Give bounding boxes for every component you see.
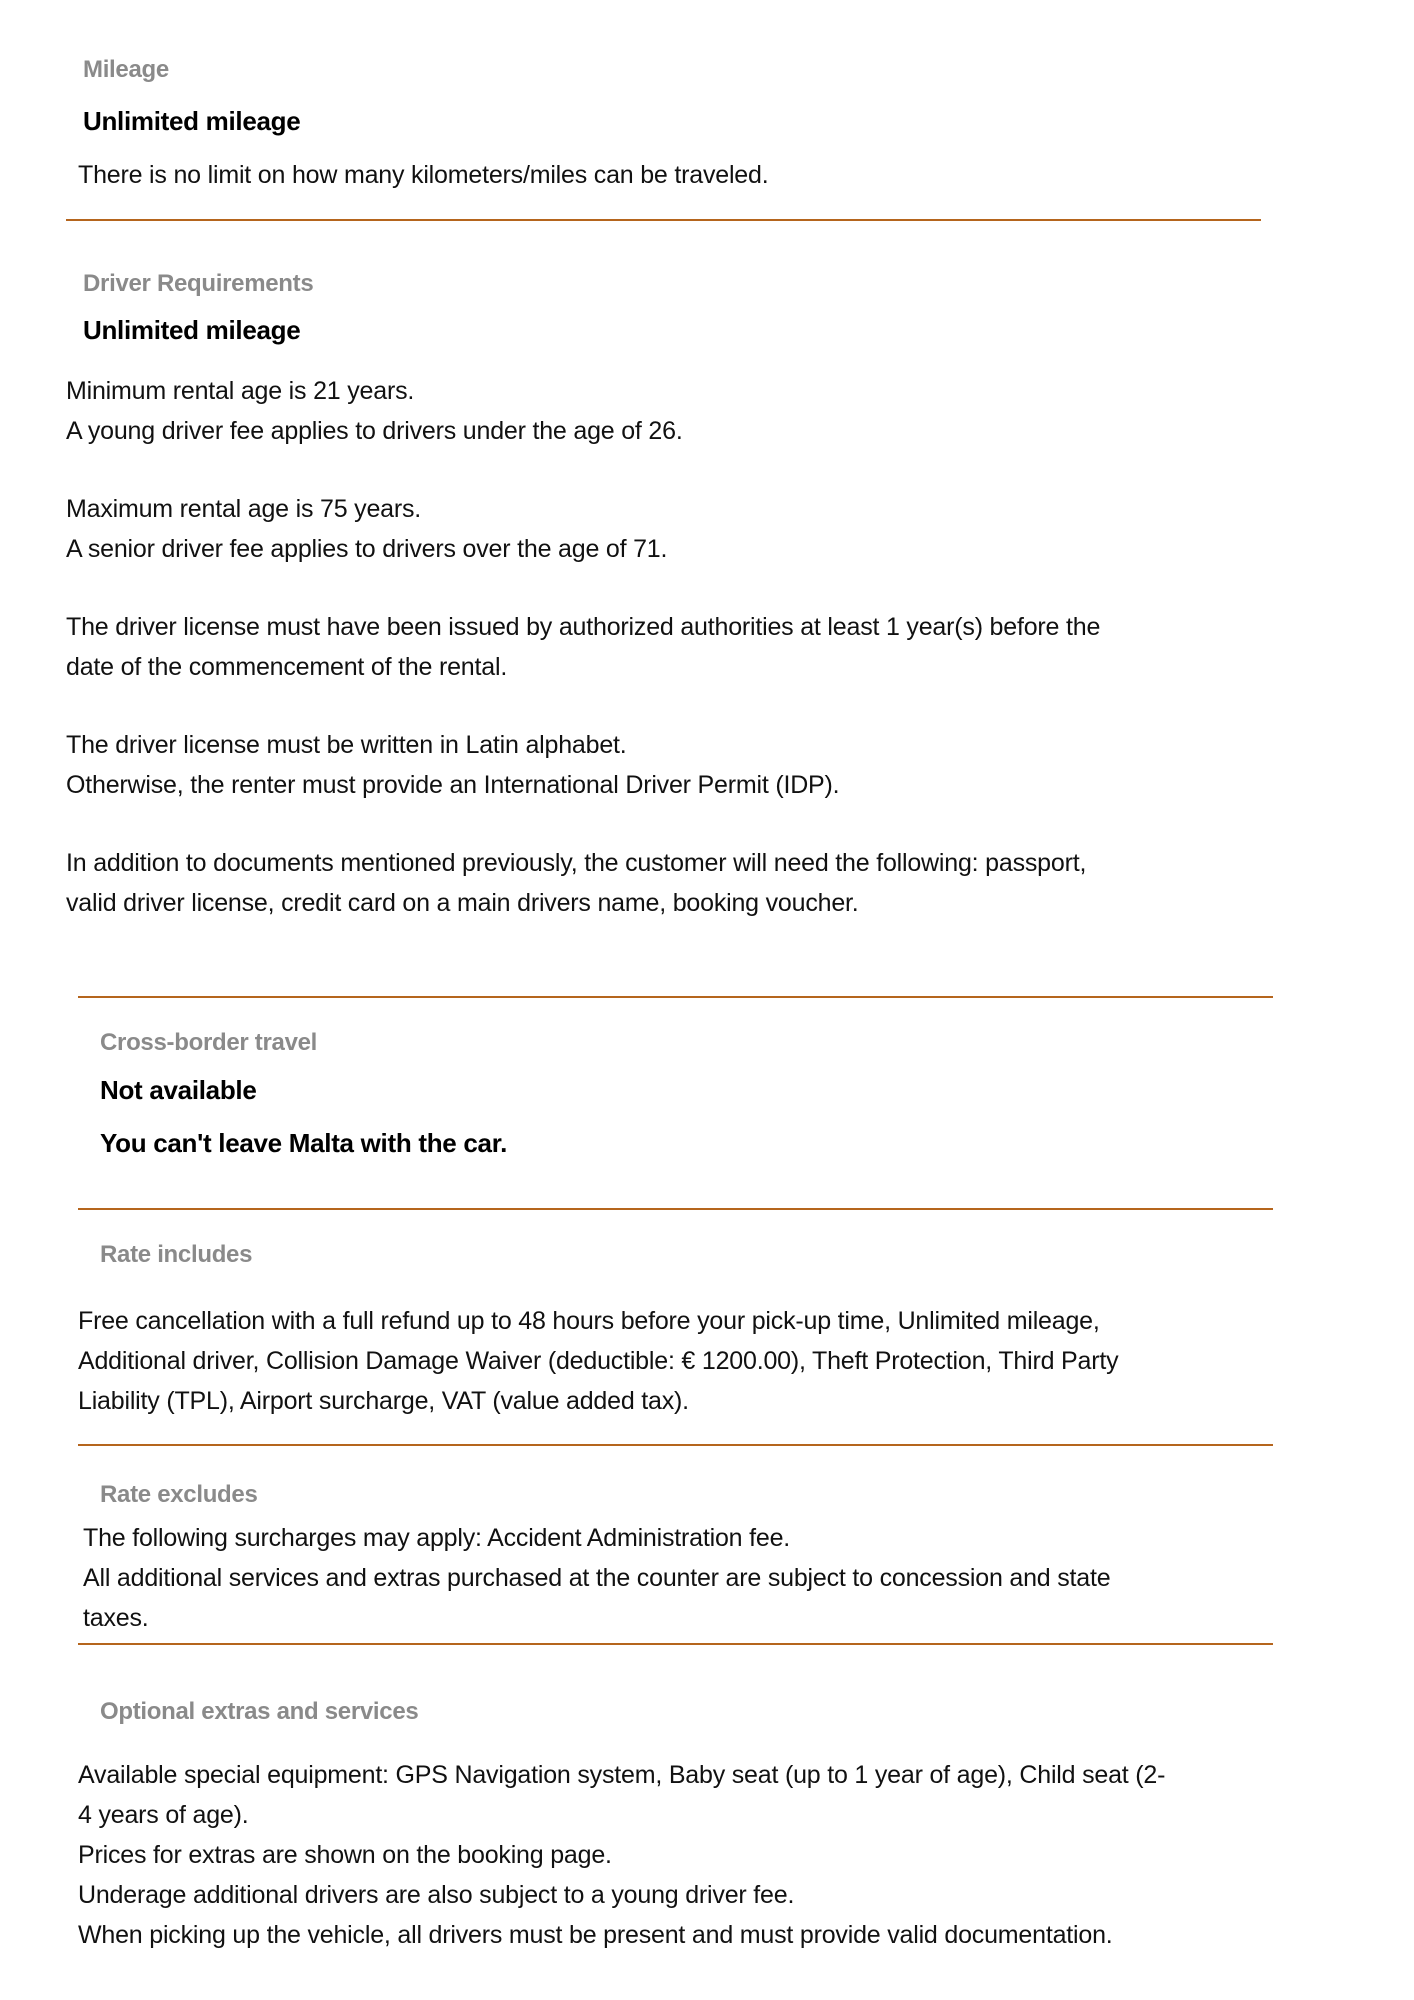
- paragraph-line: Free cancellation with a full refund up to 48 hours before your pick-up time, Unlimited mileage,: [78, 1307, 1100, 1335]
- min-age-paragraph: [66, 371, 1100, 451]
- paragraph-line: Available special equipment: GPS Navigation system, Baby seat (up to 1 year of age), Child seat (2-: [78, 1761, 1166, 1789]
- section-divider: [78, 1208, 1273, 1210]
- paragraph-line: The driver license must be written in Latin alphabet.: [66, 731, 627, 759]
- optional-extras-heading: Optional extras and services: [100, 1698, 419, 1725]
- paragraph-line: taxes.: [83, 1604, 149, 1632]
- rate-excludes-body: [83, 1518, 1110, 1638]
- section-divider: [78, 1444, 1273, 1446]
- paragraph-line: When picking up the vehicle, all drivers must be present and must provide valid documentation.: [78, 1921, 1113, 1949]
- paragraph-line: date of the commencement of the rental.: [66, 653, 508, 681]
- paragraph-line: Underage additional drivers are also subject to a young driver fee.: [78, 1881, 795, 1909]
- mileage-line: There is no limit on how many kilometers/miles can be traveled.: [78, 161, 769, 189]
- cross-border-value: Not available: [100, 1075, 257, 1105]
- license-issue-paragraph: [66, 607, 1100, 687]
- paragraph-line: Liability (TPL), Airport surcharge, VAT (value added tax).: [78, 1387, 689, 1415]
- section-divider: [66, 219, 1261, 221]
- mileage-heading: Mileage: [83, 56, 169, 83]
- cross-border-note: You can't leave Malta with the car.: [100, 1128, 507, 1158]
- rate-includes-heading: Rate includes: [100, 1241, 253, 1268]
- paragraph-line: In addition to documents mentioned previously, the customer will need the following: passport,: [66, 849, 1087, 877]
- required-documents-paragraph: [66, 843, 1100, 923]
- mileage-description: [78, 155, 768, 195]
- paragraph-line: Maximum rental age is 75 years.: [66, 495, 422, 523]
- paragraph-line: All additional services and extras purchased at the counter are subject to concession and state: [83, 1564, 1111, 1592]
- cross-border-heading: Cross-border travel: [100, 1029, 318, 1056]
- driver-requirements-value: Unlimited mileage: [83, 315, 301, 345]
- mileage-value: Unlimited mileage: [83, 106, 301, 136]
- rate-includes-body: [78, 1301, 1118, 1421]
- section-divider: [78, 996, 1273, 998]
- paragraph-line: A young driver fee applies to drivers under the age of 26.: [66, 417, 683, 445]
- paragraph-line: Prices for extras are shown on the booking page.: [78, 1841, 612, 1869]
- paragraph-line: Otherwise, the renter must provide an International Driver Permit (IDP).: [66, 771, 840, 799]
- max-age-paragraph: [66, 489, 1100, 569]
- rate-excludes-heading: Rate excludes: [100, 1481, 258, 1508]
- paragraph-line: A senior driver fee applies to drivers over the age of 71.: [66, 535, 668, 563]
- license-alphabet-paragraph: [66, 725, 1100, 805]
- optional-extras-body: [78, 1755, 1165, 1955]
- paragraph-line: The driver license must have been issued by authorized authorities at least 1 year(s) before the: [66, 613, 1101, 641]
- driver-requirements-heading: Driver Requirements: [83, 270, 314, 297]
- paragraph-line: valid driver license, credit card on a main drivers name, booking voucher.: [66, 889, 859, 917]
- paragraph-line: The following surcharges may apply: Accident Administration fee.: [83, 1524, 791, 1552]
- driver-requirements-body: [66, 371, 1100, 923]
- section-divider: [78, 1643, 1273, 1645]
- paragraph-line: Additional driver, Collision Damage Waiver (deductible: € 1200.00), Theft Protection, Third Party: [78, 1347, 1119, 1375]
- paragraph-line: Minimum rental age is 21 years.: [66, 377, 415, 405]
- paragraph-line: 4 years of age).: [78, 1801, 249, 1829]
